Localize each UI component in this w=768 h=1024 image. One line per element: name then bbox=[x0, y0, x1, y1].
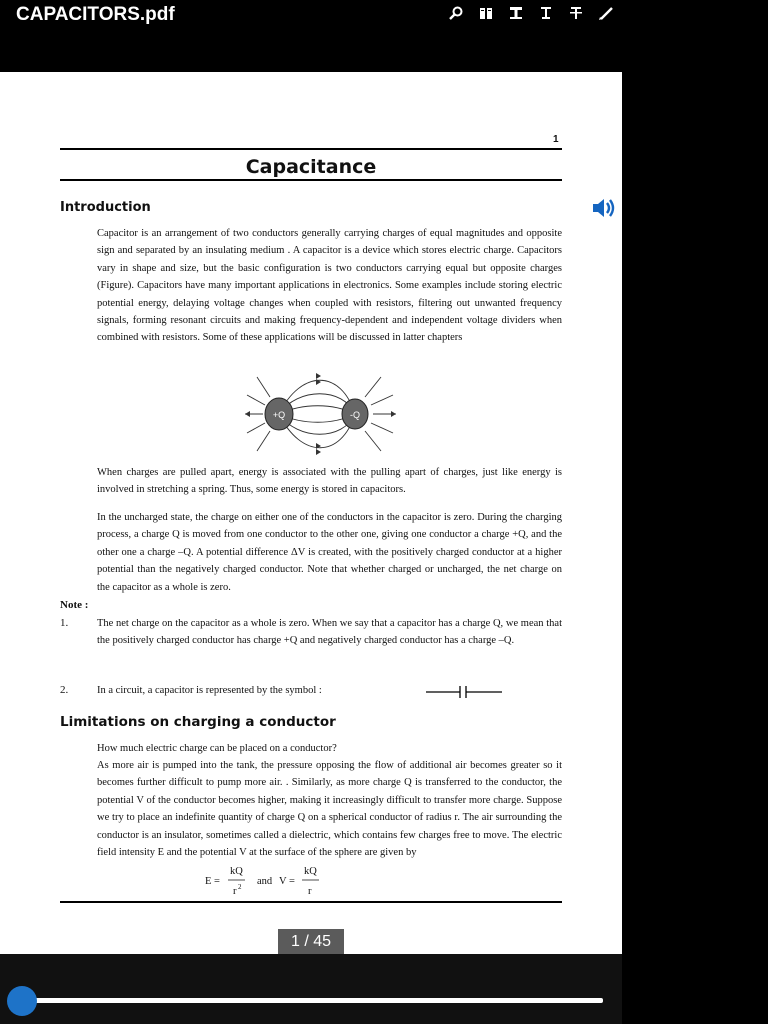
book-icon[interactable] bbox=[478, 5, 494, 21]
uncharged-paragraph: In the uncharged state, the charge on either one of the conductors in the capacitor is zero. During the charging process, a charge Q is moved from one conductor to the other one, giving one conductor a charge +Q, and the other one a charge –Q. A potential difference ΔV is created, with the positively charged conductor at a higher potential than the negatively charged conductor. Note that whether charged or uncharged, the net charge on the capacitor as a whole is zero. bbox=[97, 512, 562, 593]
intro-paragraph: Capacitor is an arrangement of two conductors generally carrying charges of equal magnitudes and opposite sign and separated by an insulating medium . A capacitor is a device which stores electric charge. Capacitors vary in shape and size, but the basic configuration is two conductors carrying equal but opposite charges (Figure). Capacitors have many important applications in electronics. Some examples include storing electric potential energy, delaying voltage changes when coupled with resistors, filtering out unwanted frequency signals, forming resonant circuits and making frequency-dependent and independent voltage dividers when combined with resistors. Some of these applications will be discussed in latter chapters bbox=[97, 228, 562, 344]
capacitor-field-figure bbox=[243, 367, 398, 462]
formula-e-lhs: E = bbox=[205, 876, 220, 887]
formula-v-numerator: kQ bbox=[304, 866, 317, 877]
footer-rule bbox=[60, 901, 562, 903]
strikethrough-icon[interactable] bbox=[568, 5, 584, 21]
formula-and: and bbox=[257, 876, 273, 887]
read-aloud-speaker-icon[interactable] bbox=[592, 196, 618, 220]
note1-text: The net charge on the capacitor as a whole is zero. When we say that a capacitor has a charge Q, we mean that the positively charged conductor has charge +Q and negatively charged conductor has a charge –Q. bbox=[97, 618, 562, 647]
page-number: 1 bbox=[553, 134, 559, 145]
page-scrub-track[interactable] bbox=[22, 998, 603, 1003]
field-potential-formula bbox=[205, 864, 335, 898]
negative-charge-label: -Q bbox=[350, 410, 360, 420]
formula-e-numerator: kQ bbox=[230, 866, 243, 877]
note1-number: 1. bbox=[60, 617, 69, 629]
energy-paragraph: When charges are pulled apart, energy is associated with the pulling apart of charges, just like energy is involved in stretching a spring. Thus, some energy is stored in capacitors. bbox=[97, 467, 562, 496]
text-highlight-icon[interactable] bbox=[508, 5, 524, 21]
document-title: CAPACITORS.pdf bbox=[16, 4, 175, 25]
formula-v-denominator: r bbox=[308, 886, 312, 897]
pen-icon[interactable] bbox=[598, 5, 614, 21]
introduction-heading: Introduction bbox=[60, 200, 151, 215]
formula-e-denominator: r bbox=[233, 886, 237, 897]
limitations-paragraph: As more air is pumped into the tank, the pressure opposing the flow of additional air becomes greater so it becomes further difficult to pump more air. . Similarly, as more charge Q is transferred to the conductor, the potential V of the conductor becomes higher, making it increasingly difficult to transfer more charge. Suppose we try to place an indefinite quantity of charge Q on a spherical conductor of radius r. The air surrounding the conductor is an insulator, sometimes called a dielectric, which contains few charges free to move. The electric field intensity E and the potential V at the surface of the sphere are given by bbox=[97, 760, 562, 859]
limitations-heading: Limitations on charging a conductor bbox=[60, 714, 336, 730]
text-cursor-icon[interactable] bbox=[538, 5, 554, 21]
limitations-question: How much electric charge can be placed on a conductor? bbox=[97, 743, 337, 754]
top-toolbar bbox=[0, 0, 622, 72]
toolbar-tools bbox=[448, 5, 614, 21]
note2-number: 2. bbox=[60, 684, 69, 696]
note2-text: In a circuit, a capacitor is represented by the symbol : bbox=[97, 685, 322, 696]
positive-charge-label: +Q bbox=[272, 410, 286, 420]
page-counter: 1 / 45 bbox=[278, 929, 344, 955]
page-scrub-handle[interactable] bbox=[7, 986, 37, 1016]
header-rule-bottom bbox=[60, 179, 562, 181]
formula-e-denominator-exponent: 2 bbox=[238, 883, 242, 891]
header-rule-top bbox=[60, 148, 562, 150]
page-title: Capacitance bbox=[245, 156, 377, 178]
search-icon[interactable] bbox=[448, 5, 464, 21]
capacitor-symbol bbox=[426, 686, 502, 698]
bottom-bar bbox=[0, 954, 622, 1024]
formula-v-lhs: V = bbox=[279, 876, 295, 887]
pdf-page bbox=[0, 72, 622, 942]
note-label: Note : bbox=[60, 599, 89, 611]
